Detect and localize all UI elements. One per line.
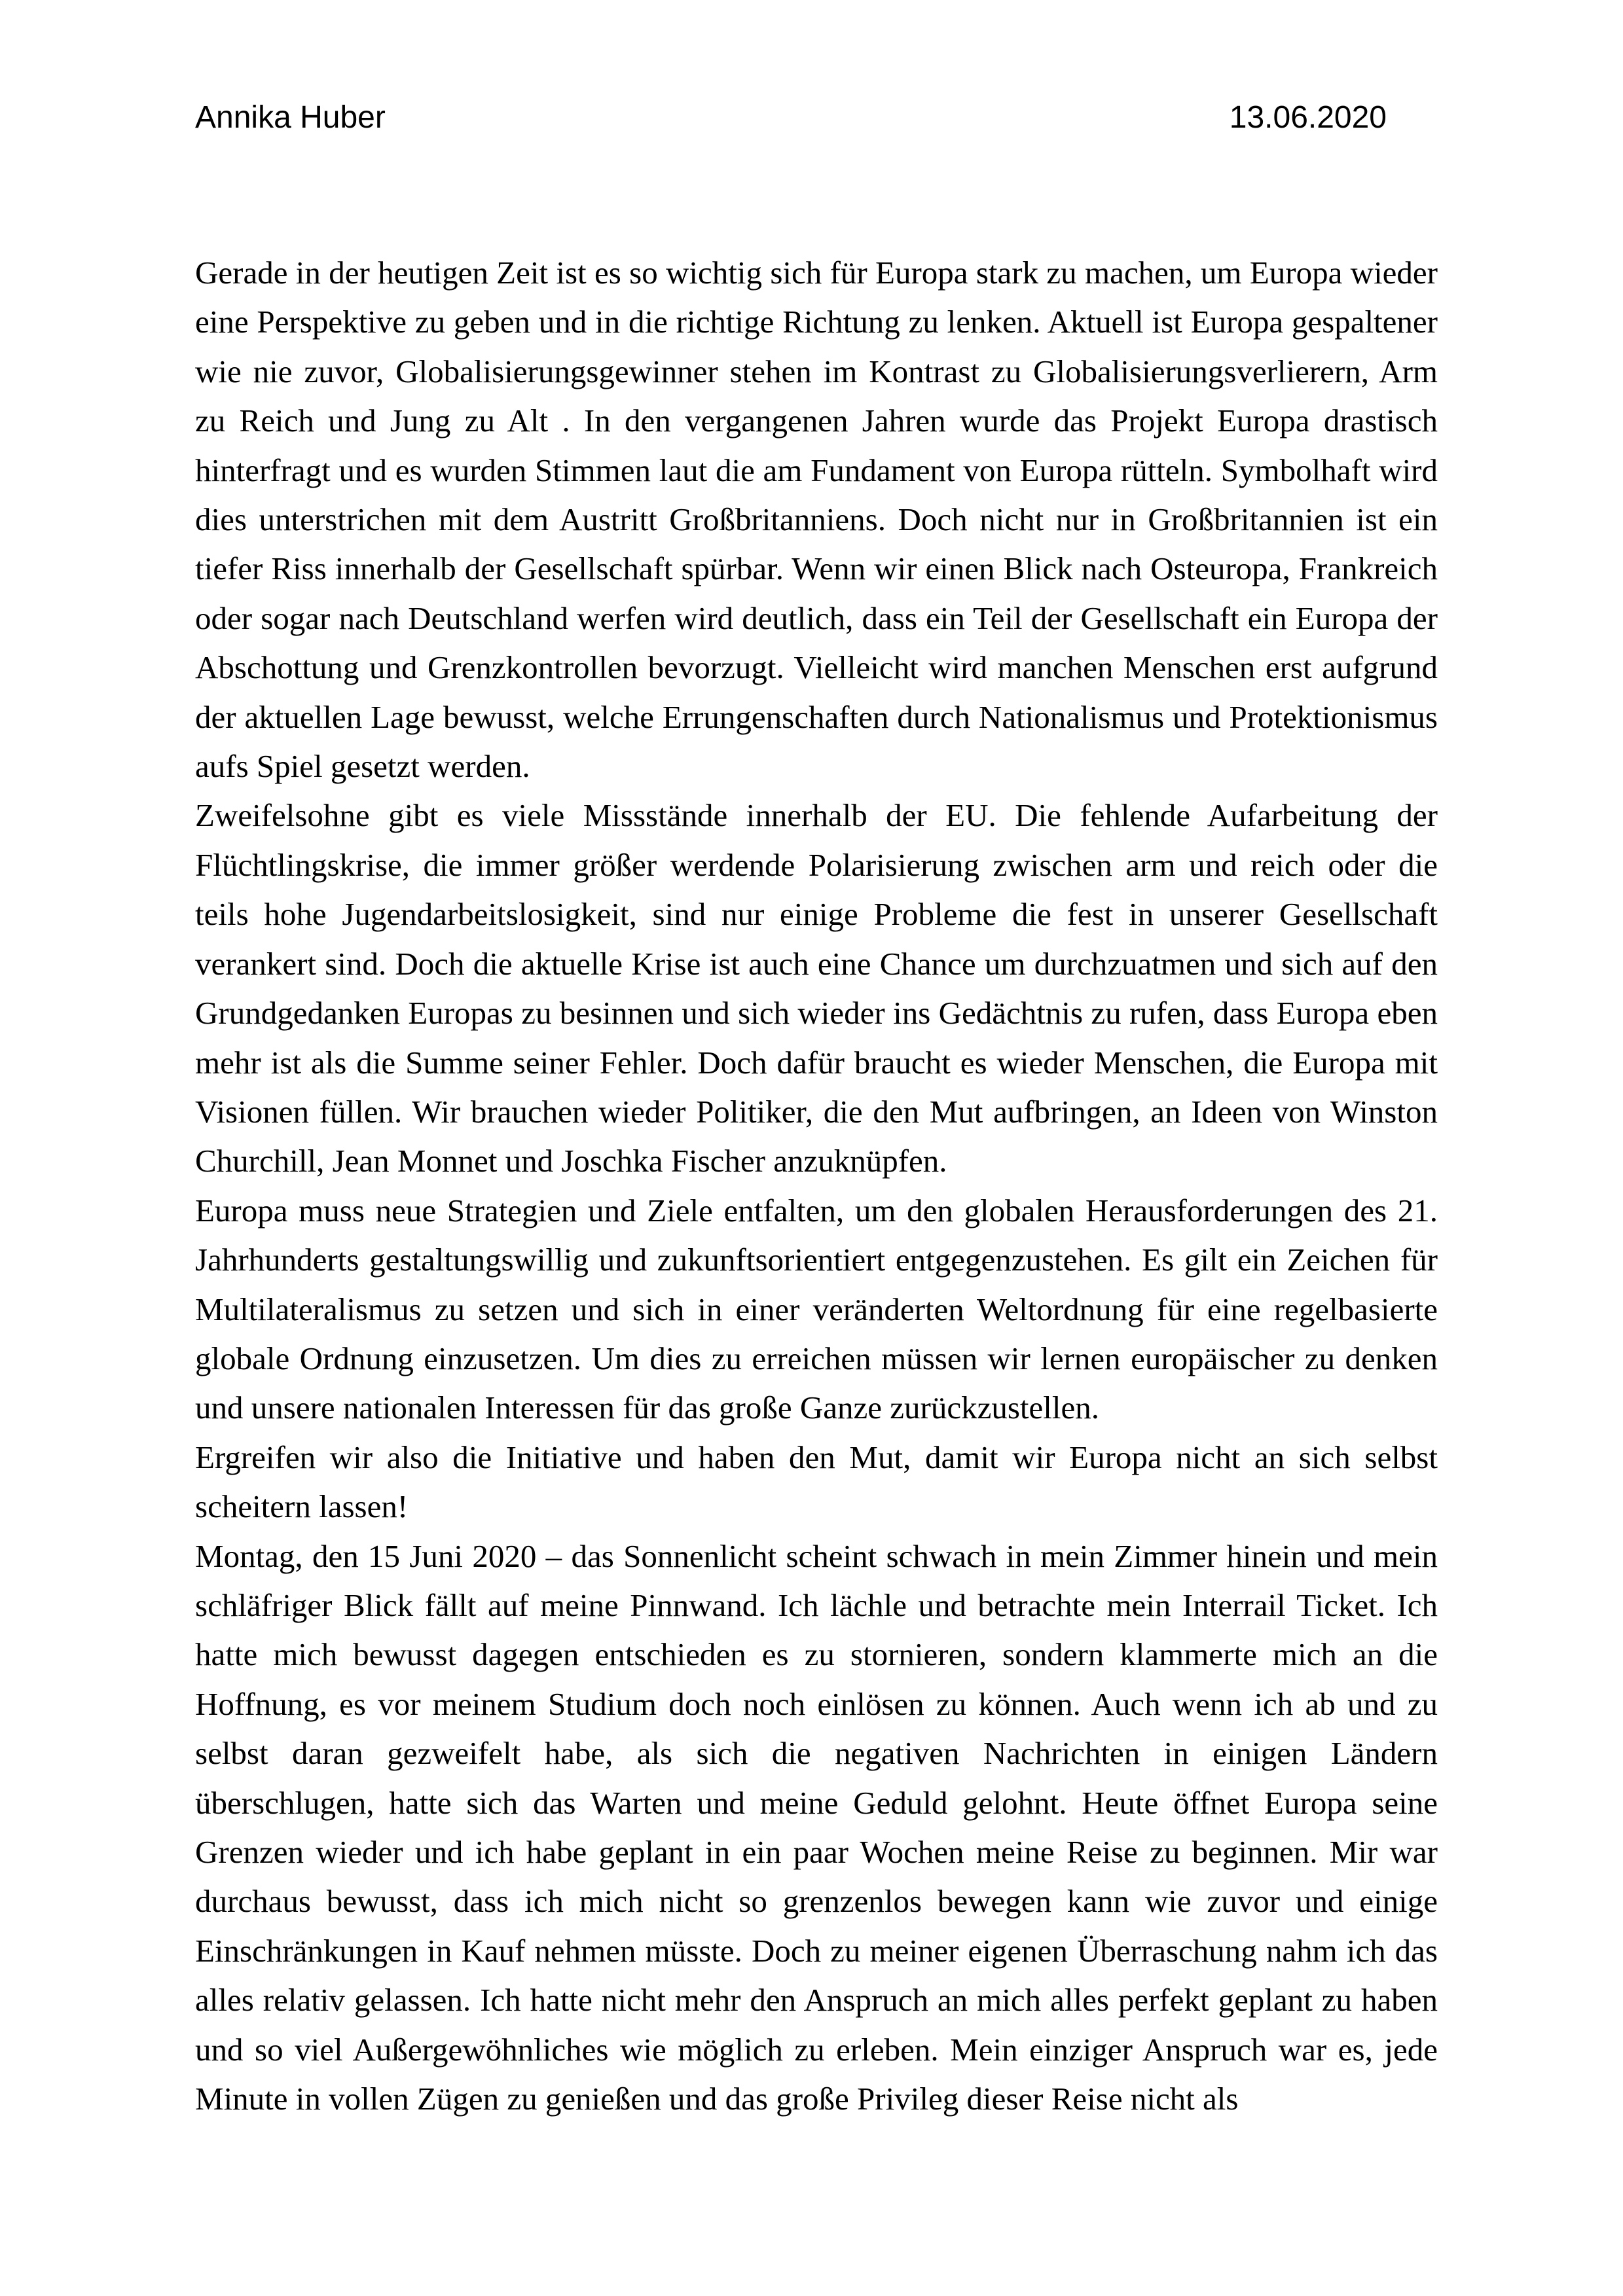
page-header [195,98,1387,137]
body-paragraph: Zweifelsohne gibt es viele Missstände innerhalb der EU. Die fehlende Aufarbeitung der Flüchtlingskrise, die immer größer werdende Polarisierung zwischen arm und reich oder die teils hohe Jugendarbeitslosigkeit, sind nur einige Probleme die fest in unserer Gesellschaft verankert sind. Doch die aktuelle Krise ist auch eine Chance um durchzuatmen und sich auf den Grundgedanken Europas zu besinnen und sich wieder ins Gedächtnis zu rufen, dass Europa eben mehr ist als die Summe seiner Fehler. Doch dafür braucht es wieder Menschen, die Europa mit Visionen füllen. Wir brauchen wieder Politiker, die den Mut aufbringen, an Ideen von Winston Churchill, Jean Monnet und Joschka Fischer anzuknüpfen. [195,797,1438,1179]
document-body [195,248,1438,2123]
body-paragraph: Ergreifen wir also die Initiative und haben den Mut, damit wir Europa nicht an sich selbst scheitern lassen! [195,1439,1438,1525]
body-paragraph: Gerade in der heutigen Zeit ist es so wichtig sich für Europa stark zu machen, um Europa wieder eine Perspektive zu geben und in die richtige Richtung zu lenken. Aktuell ist Europa gespaltener wie nie zuvor, Globalisierungsgewinner stehen im Kontrast zu Globalisierungsverlierern, Arm zu Reich und Jung zu Alt . In den vergangenen Jahren wurde das Projekt Europa drastisch hinterfragt und es wurden Stimmen laut die am Fundament von Europa rütteln. Symbolhaft wird dies unterstrichen mit dem Austritt Großbritanniens. Doch nicht nur in Großbritannien ist ein tiefer Riss innerhalb der Gesellschaft spürbar. Wenn wir einen Blick nach Osteuropa, Frankreich oder sogar nach Deutschland werfen wird deutlich, dass ein Teil der Gesellschaft ein Europa der Abschottung und Grenzkontrollen bevorzugt. Vielleicht wird manchen Menschen erst aufgrund der aktuellen Lage bewusst, welche Errungenschaften durch Nationalismus und Protektionismus aufs Spiel gesetzt werden. [195,255,1438,785]
document-date: 13.06.2020 [1229,100,1387,135]
body-paragraph: Montag, den 15 Juni 2020 – das Sonnenlicht scheint schwach in mein Zimmer hinein und mein schläfriger Blick fällt auf meine Pinnwand. Ich lächle und betrachte mein Interrail Ticket. Ich hatte mich bewusst dagegen entschieden es zu stornieren, sondern klammerte mich an die Hoffnung, es vor meinem Studium doch noch einlösen zu können. Auch wenn ich ab und zu selbst daran gezweifelt habe, als sich die negativen Nachrichten in einigen Ländern überschlugen, hatte sich das Warten und meine Geduld gelohnt. Heute öffnet Europa seine Grenzen wieder und ich habe geplant in ein paar Wochen meine Reise zu beginnen. Mir war durchaus bewusst, dass ich mich nicht so grenzenlos bewegen kann wie zuvor und einige Einschränkungen in Kauf nehmen müsste. Doch zu meiner eigenen Überraschung nahm ich das alles relativ gelassen. Ich hatte nicht mehr den Anspruch an mich alles perfekt geplant zu haben und so viel Außergewöhnliches wie möglich zu erleben. Mein einziger Anspruch war es, jede Minute in vollen Zügen zu genießen und das große Privileg dieser Reise nicht als [195,1537,1438,2117]
author-name: Annika Huber [195,100,386,135]
body-paragraph: Europa muss neue Strategien und Ziele entfalten, um den globalen Herausforderungen des 21. Jahrhunderts gestaltungswillig und zukunftsorientiert entgegenzustehen. Es gilt ein Zeichen für Multilateralismus zu setzen und sich in einer veränderten Weltordnung für eine regelbasierte globale Ordnung einzusetzen. Um dies zu erreichen müssen wir lernen europäischer zu denken und unsere nationalen Interessen für das große Ganze zurückzustellen. [195,1192,1438,1426]
